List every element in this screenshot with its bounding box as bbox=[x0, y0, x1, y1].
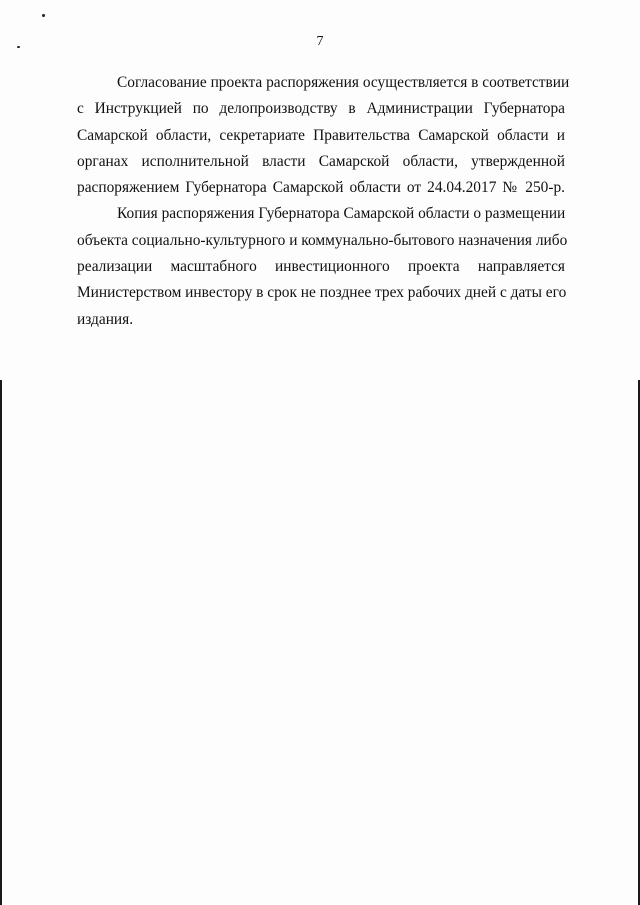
text-line: с Инструкцией по делопроизводству в Администрации Губернатора bbox=[77, 100, 565, 118]
paragraph-approval bbox=[77, 70, 570, 201]
text-line: Самарской области, секретариате Правительства Самарской области и bbox=[77, 126, 565, 144]
paragraph-copy bbox=[77, 201, 568, 332]
text-line: объекта социально-культурного и коммунально-бытового назначения либо bbox=[77, 231, 568, 249]
text-line: реализации масштабного инвестиционного проекта направляется bbox=[77, 258, 565, 276]
text-line: Министерством инвестору в срок не позднее трех рабочих дней с даты его bbox=[77, 284, 567, 302]
text-line: распоряжением Губернатора Самарской области от 24.04.2017 № 250-р. bbox=[77, 179, 565, 197]
text-line: органах исполнительной власти Самарской области, утвержденной bbox=[77, 152, 565, 170]
scan-speck bbox=[42, 14, 45, 17]
document-body bbox=[77, 70, 570, 333]
text-line: Согласование проекта распоряжения осуществляется в соответствии bbox=[117, 74, 570, 91]
text-line: издания. bbox=[77, 310, 134, 328]
scan-left-edge bbox=[0, 380, 2, 905]
text-line: Копия распоряжения Губернатора Самарской области о размещении bbox=[117, 205, 566, 223]
page-number: 7 bbox=[316, 34, 324, 49]
